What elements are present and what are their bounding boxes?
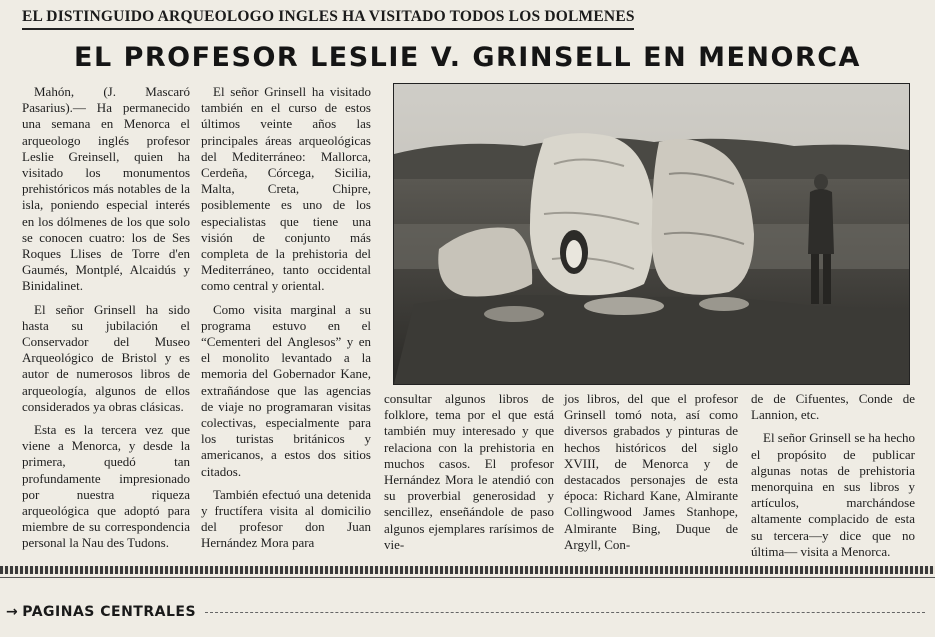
page-divider-line bbox=[0, 577, 935, 578]
section-footer-label: PAGINAS CENTRALES bbox=[22, 604, 197, 620]
paragraph: El señor Grinsell ha visitado también en el curso de estos últimos veinte años las principales áreas arqueológicas del Mediterráneo: Mallorca, Cerdeña, Córcega, Sicilia, Malta, Creta, Chipre, posiblemente es uno de los especialistas que tiene una visión de conjunto más completa de la prehistoria del Mediterráneo, tanto occidental como central y oriental. bbox=[201, 84, 371, 294]
footer-dotted-line bbox=[205, 612, 925, 614]
page-divider bbox=[0, 566, 935, 574]
paragraph: Mahón, (J. Mascaró Pasarius).— Ha permanecido una semana en Menorca el arqueologo inglés profesor Leslie Greinsell, quien ha visitado los monumentos prehistóricos más notables de la isla, poniendo especial interés en los dólmenes de los que solo se conocen cuatro: los de Ses Roques Llises de Torre d'en Gaumés, Montplé, Alcaidús y Binidalinet. bbox=[22, 84, 190, 294]
headline: EL PROFESOR LESLIE V. GRINSELL EN MENORCA bbox=[74, 42, 861, 73]
column-3 bbox=[384, 391, 554, 560]
paragraph: El señor Grinsell se ha hecho el propósito de publicar algunas notas de prehistoria menorquina en sus libros y artículos, marchándose altamente complacido de esta su tercera—y dice que no última— visita a Menorca. bbox=[751, 430, 915, 559]
paragraph: de de Cifuentes, Conde de Lannion, etc. bbox=[751, 391, 915, 423]
kicker: EL DISTINGUIDO ARQUEOLOGO INGLES HA VISITADO TODOS LOS DOLMENES bbox=[22, 8, 634, 30]
paragraph: También efectuó una detenida y fructífera visita al domicilio del profesor don Juan Hernández Mora para bbox=[201, 486, 371, 551]
paragraph: Esta es la tercera vez que viene a Menorca, y desde la primera, quedó tan profundamente impresionado por nuestra riqueza arqueológica que adoptó para miembre de su correspondencia personal la Nau des Tudons. bbox=[22, 422, 190, 551]
dolmen-photo-image bbox=[394, 84, 909, 384]
column-4 bbox=[564, 391, 738, 560]
dolmen-photo bbox=[393, 83, 910, 385]
column-5 bbox=[751, 391, 915, 567]
column-2 bbox=[201, 84, 371, 559]
paragraph: consultar algunos libros de folklore, tema por el que está también muy interesado y que relaciona con la prehistoria en muchos casos. El profesor Hernández Mora le atendió con su proverbial generosidad y sencillez, enseñándole de paso algunos ejemplares rarísimos de vie- bbox=[384, 391, 554, 552]
arrow-icon: → bbox=[6, 604, 19, 620]
paragraph: El señor Grinsell ha sido hasta su jubilación el Conservador del Museo Arqueológico de Bristol y es autor de numerosos libros de arqueología, algunos de ellos considerados ya obras clásicas. bbox=[22, 301, 190, 414]
paragraph: Como visita marginal a su programa estuvo en el “Cementeri del Anglesos” y en el monolito levantado a la memoria del Gobernador Kane, extrañándose que las agencias de viaje no programaran visitas colectivas, especialmente para los turistas británicos y americanos, a estos dos sitios citados. bbox=[201, 301, 371, 479]
column-1 bbox=[22, 84, 190, 559]
paragraph: jos libros, del que el profesor Grinsell tomó nota, así como diversos grabados y pinturas de hechos históricos del siglo XVIII, de Menorca y de destacados personajes de esta época: Richard Kane, Almirante Collingwood James Stanhope, Almirante Bing, Duque de Argyll, Con- bbox=[564, 391, 738, 552]
section-footer bbox=[6, 604, 196, 620]
